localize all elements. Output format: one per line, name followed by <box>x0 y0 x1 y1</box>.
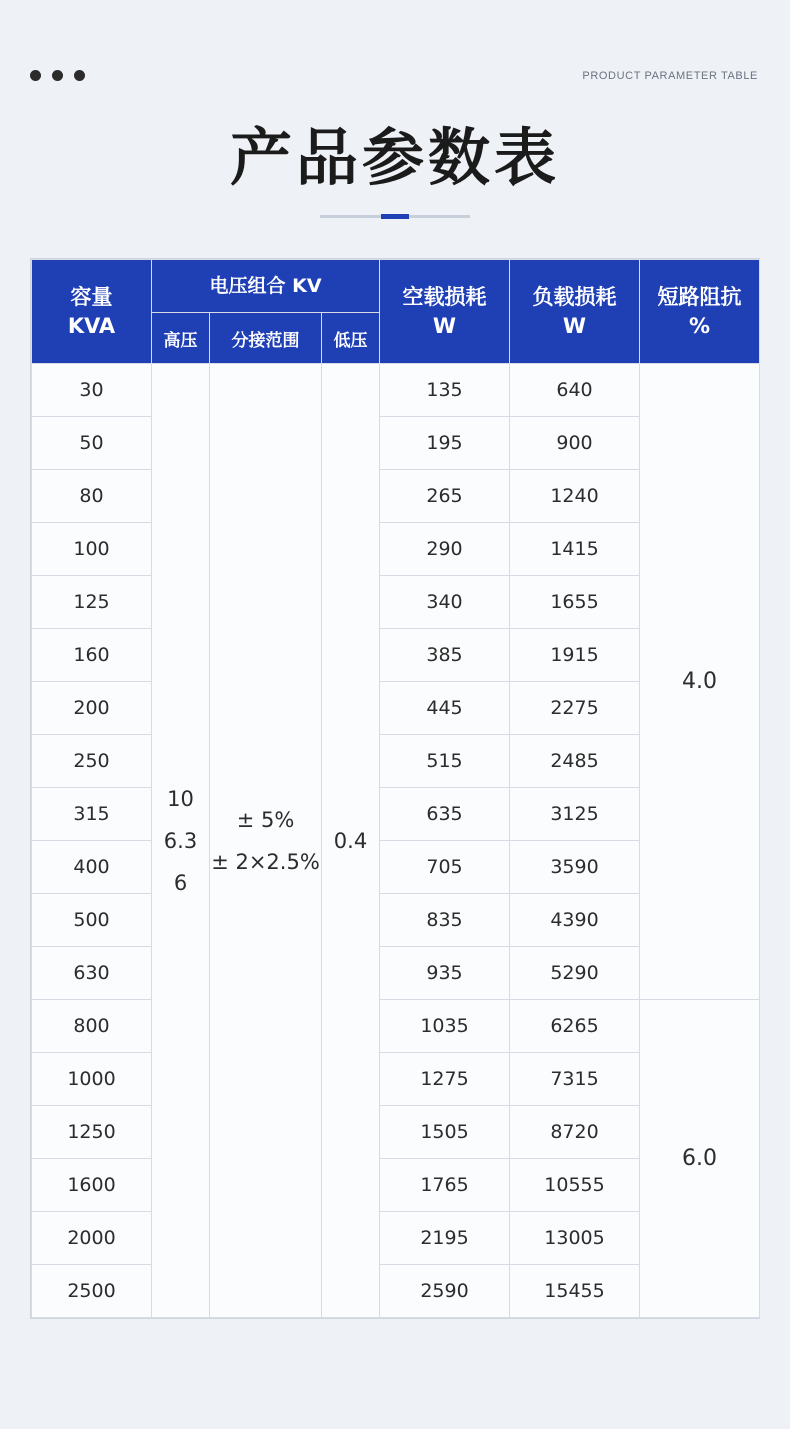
cell-no-load-loss: 515 <box>380 735 510 788</box>
cell-no-load-loss: 1035 <box>380 1000 510 1053</box>
cell-capacity: 315 <box>32 788 152 841</box>
cell-capacity: 80 <box>32 470 152 523</box>
cell-no-load-loss: 935 <box>380 947 510 1000</box>
cell-load-loss: 3125 <box>510 788 640 841</box>
cell-load-loss: 13005 <box>510 1212 640 1265</box>
cell-load-loss: 10555 <box>510 1159 640 1212</box>
col-header-lv: 低压 <box>322 313 380 364</box>
table-body <box>32 364 760 1318</box>
col-header-no-load-loss-line2: W <box>432 313 457 338</box>
cell-load-loss: 3590 <box>510 841 640 894</box>
title-block <box>0 122 790 218</box>
cell-load-loss: 8720 <box>510 1106 640 1159</box>
tap-value: ± 2×2.5% <box>211 849 320 874</box>
cell-capacity: 30 <box>32 364 152 417</box>
cell-lv-merged: 0.4 <box>322 364 380 1318</box>
parameter-table <box>31 259 760 1318</box>
cell-load-loss: 2275 <box>510 682 640 735</box>
cell-capacity: 100 <box>32 523 152 576</box>
col-header-hv: 高压 <box>152 313 210 364</box>
divider-accent <box>381 214 409 219</box>
cell-no-load-loss: 1765 <box>380 1159 510 1212</box>
table-row <box>32 1000 760 1053</box>
cell-capacity: 800 <box>32 1000 152 1053</box>
cell-no-load-loss: 340 <box>380 576 510 629</box>
cell-capacity: 1600 <box>32 1159 152 1212</box>
cell-capacity: 2500 <box>32 1265 152 1318</box>
cell-no-load-loss: 195 <box>380 417 510 470</box>
cell-no-load-loss: 135 <box>380 364 510 417</box>
dot-icon <box>52 70 63 81</box>
tap-value: ± 5% <box>236 807 295 832</box>
cell-load-loss: 1240 <box>510 470 640 523</box>
cell-load-loss: 7315 <box>510 1053 640 1106</box>
cell-no-load-loss: 835 <box>380 894 510 947</box>
hv-value: 10 <box>167 786 194 811</box>
cell-capacity: 50 <box>32 417 152 470</box>
col-header-voltage-group: 电压组合 KV <box>152 260 380 313</box>
cell-capacity: 250 <box>32 735 152 788</box>
col-header-capacity-line2: KVA <box>67 313 116 338</box>
col-header-load-loss <box>510 260 640 364</box>
three-dots-decoration <box>30 70 85 81</box>
header-eyebrow-text: PRODUCT PARAMETER TABLE <box>582 70 758 82</box>
page-header <box>0 0 790 110</box>
cell-tap-range-merged <box>210 364 322 1318</box>
title-divider <box>320 215 470 218</box>
page-title: 产品参数表 <box>229 121 560 194</box>
cell-load-loss: 15455 <box>510 1265 640 1318</box>
cell-impedance-high: 6.0 <box>640 1000 760 1318</box>
cell-no-load-loss: 445 <box>380 682 510 735</box>
cell-load-loss: 2485 <box>510 735 640 788</box>
cell-capacity: 125 <box>32 576 152 629</box>
cell-capacity: 2000 <box>32 1212 152 1265</box>
cell-no-load-loss: 385 <box>380 629 510 682</box>
cell-no-load-loss: 635 <box>380 788 510 841</box>
cell-load-loss: 1915 <box>510 629 640 682</box>
cell-load-loss: 6265 <box>510 1000 640 1053</box>
col-header-load-loss-line2: W <box>562 313 587 338</box>
cell-hv-merged <box>152 364 210 1318</box>
cell-load-loss: 900 <box>510 417 640 470</box>
cell-load-loss: 4390 <box>510 894 640 947</box>
col-header-load-loss-line1: 负载损耗 <box>532 285 617 310</box>
col-header-capacity-line1: 容量 <box>70 285 113 310</box>
cell-capacity: 400 <box>32 841 152 894</box>
cell-capacity: 1250 <box>32 1106 152 1159</box>
hv-value: 6.3 <box>163 828 198 853</box>
col-header-no-load-loss <box>380 260 510 364</box>
cell-no-load-loss: 1505 <box>380 1106 510 1159</box>
cell-load-loss: 640 <box>510 364 640 417</box>
hv-value: 6 <box>173 870 188 895</box>
cell-capacity: 200 <box>32 682 152 735</box>
cell-no-load-loss: 705 <box>380 841 510 894</box>
table-header-row-1 <box>32 260 760 313</box>
cell-capacity: 630 <box>32 947 152 1000</box>
table-head <box>32 260 760 364</box>
col-header-no-load-loss-line1: 空载损耗 <box>402 285 487 310</box>
col-header-impedance <box>640 260 760 364</box>
cell-no-load-loss: 265 <box>380 470 510 523</box>
cell-capacity: 500 <box>32 894 152 947</box>
cell-load-loss: 1415 <box>510 523 640 576</box>
dot-icon <box>30 70 41 81</box>
cell-impedance-low: 4.0 <box>640 364 760 1000</box>
col-header-capacity <box>32 260 152 364</box>
col-header-impedance-line1: 短路阻抗 <box>657 285 742 310</box>
col-header-impedance-line2: % <box>688 313 711 338</box>
cell-capacity: 1000 <box>32 1053 152 1106</box>
table-row <box>32 364 760 417</box>
cell-no-load-loss: 2195 <box>380 1212 510 1265</box>
cell-load-loss: 1655 <box>510 576 640 629</box>
cell-no-load-loss: 1275 <box>380 1053 510 1106</box>
cell-no-load-loss: 2590 <box>380 1265 510 1318</box>
cell-capacity: 160 <box>32 629 152 682</box>
cell-no-load-loss: 290 <box>380 523 510 576</box>
parameter-table-container <box>30 258 760 1319</box>
cell-load-loss: 5290 <box>510 947 640 1000</box>
col-header-tap-range: 分接范围 <box>210 313 322 364</box>
dot-icon <box>74 70 85 81</box>
